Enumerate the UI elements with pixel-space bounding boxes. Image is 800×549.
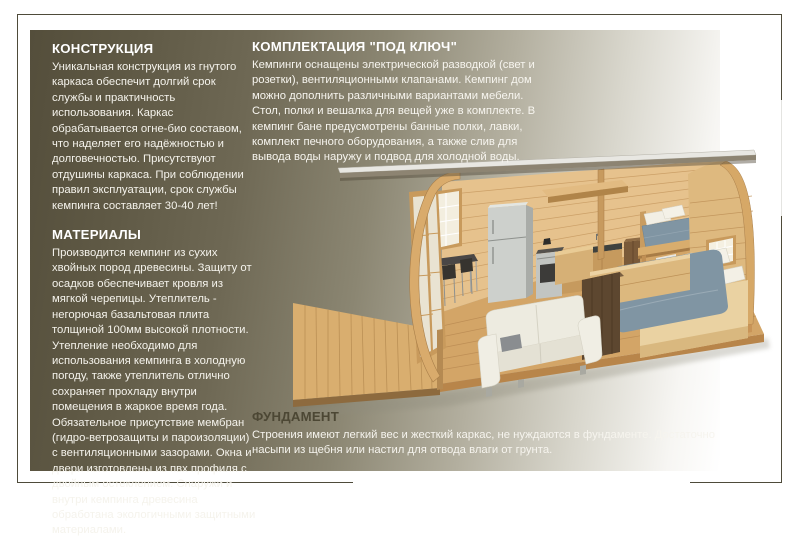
construction-body: Уникальная конструкция из гнутого каркаса обеспечит долгий срок службы и практичность использования. Каркас обрабатывается огне-био составом, что наделяет его надёжностью и долговечностью. Присутствуют отдушины каркаса. При соблюдении правил эксплуатации, срок службы кемпинга составляет 30-40 лет! (52, 61, 244, 212)
foundation-body: Строения имеют легкий вес и жесткий каркас, не нуждаются в фундаменте. Достаточно насыпи из щебня или настил для отвода влаги от грунта. (252, 429, 716, 457)
construction-title: КОНСТРУКЦИЯ (52, 41, 154, 56)
kettle-icon (543, 238, 551, 245)
foundation-title: ФУНДАМЕНТ (252, 409, 340, 424)
turnkey-body: Кемпинги оснащены электрической разводкой (свет и розетки), вентиляционными клапанами. Кемпинг дом можно дополнить различными вариантами мебели. Стол, полки и вешалка для вещей уже в комплекте. В кемпинг бане предусмотрены банные полки, лавки, комплект печного оборудования, а также слив для вывода воды наружу и подвод для холодной воды. (252, 59, 536, 164)
fridge (488, 202, 533, 303)
turnkey-title: КОМПЛЕКТАЦИЯ "ПОД КЛЮЧ" (252, 39, 458, 54)
border-gap (353, 479, 690, 489)
left-column (52, 41, 258, 549)
turnkey-section (252, 39, 555, 176)
camping-house-cutaway-illustration (290, 148, 782, 438)
materials-section (52, 227, 258, 539)
foundation-section (252, 409, 722, 459)
materials-title: МАТЕРИАЛЫ (52, 227, 142, 243)
materials-body: Производится кемпинг из сухих хвойных пород древесины. Защиту от осадков обеспечивает кровля из мягкой черепицы. Утеплитель - негорючая базальтовая плита толщиной 100мм высокой плотности. Утепление необходимо для использования кемпинга в холодную погоду, также утеплитель отлично сохраняет прохладу внутри помещения в жаркое время года. Обязательное присутствие мембран (гидро-ветрозащиты и пароизоляции) с вентиляционными зазорами. Окна и двери изготовлены из пвх профиля с двойным остеклением. Снаружи и внутри кемпинга древесина обработана экологичными защитными материалами. (52, 247, 256, 537)
